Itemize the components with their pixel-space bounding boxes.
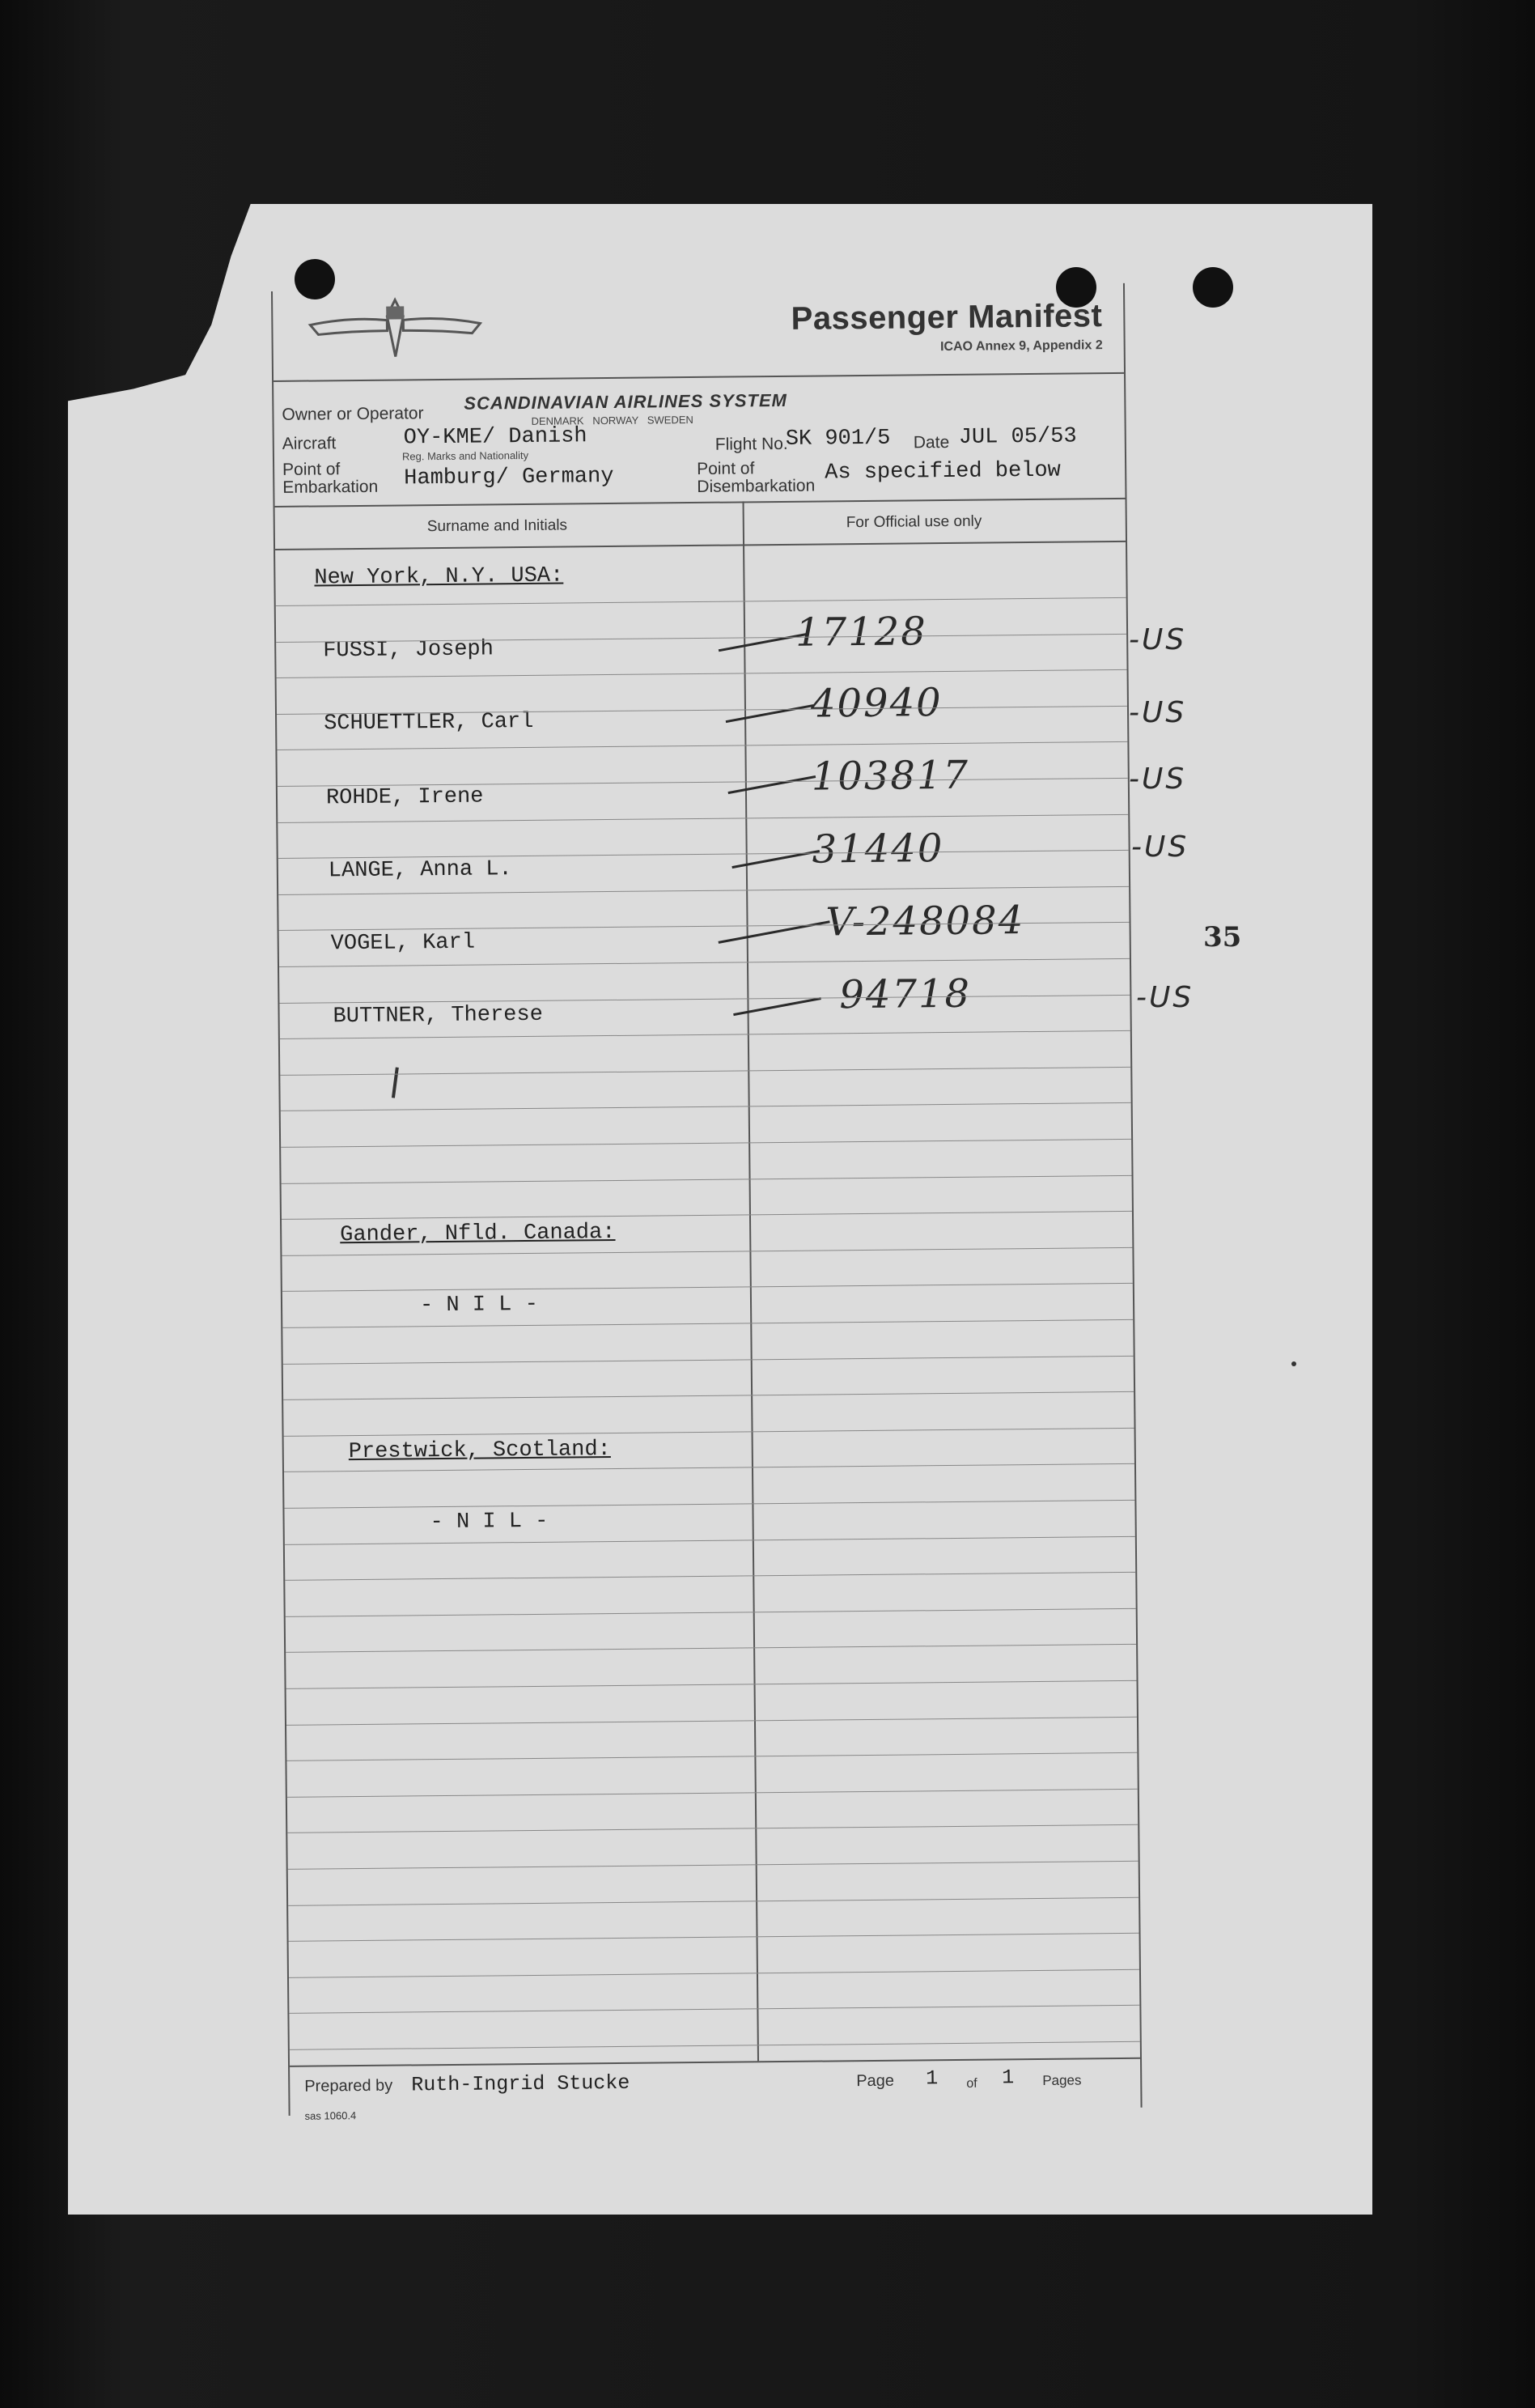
ruled-line (281, 1139, 1131, 1148)
ruled-line (277, 741, 1127, 750)
of-value: 1 (1002, 2066, 1015, 2090)
col-header-official: For Official use only (846, 512, 982, 532)
ruled-line (283, 1391, 1134, 1400)
handwritten-number: V-248084 (825, 898, 1025, 945)
embark-label-2: Embarkation (282, 477, 379, 497)
disembark-label-2: Disembarkation (697, 476, 816, 496)
citizenship-mark: -US (1136, 981, 1194, 1014)
ruled-line (289, 1969, 1139, 1978)
citizenship-mark: -US (1129, 762, 1187, 796)
handwritten-dash (719, 920, 830, 944)
ruled-line (286, 1644, 1136, 1653)
handwritten-number: 40940 (810, 680, 943, 727)
col-header-line (275, 541, 1126, 550)
ruled-line (281, 1102, 1131, 1111)
destination-heading: Gander, Nfld. Canada: (340, 1220, 616, 1248)
form-subtitle: ICAO Annex 9, Appendix 2 (939, 338, 1103, 355)
airline-name: SCANDINAVIAN AIRLINES SYSTEM (464, 389, 788, 414)
destination-heading: New York, N.Y. USA: (314, 563, 564, 591)
citizenship-mark: -US (1129, 623, 1187, 656)
manifest-form (271, 283, 1143, 2122)
page-value: 1 (926, 2066, 939, 2091)
ruled-line (288, 1861, 1139, 1870)
handwritten-number: 31440 (812, 826, 944, 873)
ruled-line (276, 597, 1126, 606)
ruled-line (282, 1174, 1132, 1183)
of-label: of (966, 2076, 977, 2091)
ruled-line (278, 778, 1128, 787)
ruled-line (286, 1680, 1137, 1689)
citizenship-mark: -US (1131, 830, 1189, 864)
disembark-label-1: Point of (697, 459, 755, 478)
ruled-line (284, 1428, 1134, 1437)
airline-logo (302, 291, 489, 365)
ruled-line (290, 2041, 1140, 2050)
embark-value: Hamburg/ Germany (404, 464, 614, 491)
countries-note: DENMARK NORWAY SWEDEN (531, 413, 693, 427)
prepared-label: Prepared by (304, 2076, 393, 2096)
ruled-line (282, 1211, 1132, 1220)
ruled-line (278, 886, 1129, 895)
speck (1291, 1361, 1296, 1366)
prepared-value: Ruth-Ingrid Stucke (411, 2070, 630, 2097)
ruled-line (288, 1896, 1139, 1905)
passenger-name: ROHDE, Irene (325, 784, 484, 811)
handwritten-dash (726, 704, 814, 723)
column-divider (743, 501, 759, 2061)
passenger-name: LANGE, Anna L. (328, 857, 512, 884)
header-divider (274, 372, 1124, 382)
form-code: sas 1060.4 (304, 2109, 357, 2122)
ruled-line (286, 1716, 1137, 1725)
flight-value: SK 901/5 (785, 426, 891, 452)
punch-hole (1193, 267, 1233, 308)
ruled-line (286, 1608, 1136, 1617)
flight-label: Flight No. (714, 434, 788, 454)
ruled-line (284, 1463, 1134, 1472)
ruled-line (279, 958, 1130, 967)
ruled-line (280, 1067, 1130, 1076)
ruled-line (285, 1535, 1135, 1544)
nil-entry: - N I L - (430, 1509, 549, 1535)
date-value: JUL 05/53 (958, 424, 1077, 450)
ruled-line (287, 1824, 1138, 1833)
ruled-line (284, 1500, 1134, 1509)
table-top-line (275, 498, 1126, 508)
col-header-name: Surname and Initials (426, 516, 568, 536)
ruled-line (278, 850, 1129, 859)
destination-heading: Prestwick, Scotland: (348, 1438, 611, 1465)
stamped-page-number: 35 (1203, 921, 1242, 953)
passenger-name: SCHUETTLER, Carl (323, 709, 534, 737)
ruled-line (282, 1283, 1133, 1292)
aircraft-label: Aircraft (282, 434, 337, 453)
passenger-name: FUSSI, Joseph (323, 637, 494, 664)
reg-note: Reg. Marks and Nationality (401, 448, 529, 463)
ruled-line (287, 1789, 1138, 1798)
handwritten-mark (392, 1067, 399, 1098)
handwritten-dash (728, 775, 816, 794)
passenger-name: VOGEL, Karl (330, 930, 476, 957)
handwritten-number: 94718 (839, 970, 972, 1018)
handwritten-number: 103817 (811, 752, 970, 800)
ruled-line (289, 2005, 1139, 2014)
ruled-line (289, 1933, 1139, 1942)
aircraft-value: OY-KME/ Danish (403, 424, 587, 451)
handwritten-number: 17128 (795, 609, 928, 656)
page-label: Page (856, 2071, 895, 2091)
ruled-line (282, 1319, 1133, 1328)
ruled-line (277, 706, 1127, 715)
ruled-line (280, 1030, 1130, 1039)
passenger-name: BUTTNER, Therese (333, 1002, 543, 1030)
date-label: Date (913, 432, 950, 452)
ruled-line (283, 1355, 1134, 1364)
pages-label: Pages (1042, 2072, 1082, 2088)
ruled-line (286, 1752, 1137, 1761)
ruled-line (277, 669, 1127, 678)
ruled-line (279, 994, 1130, 1003)
ruled-line (285, 1572, 1135, 1581)
nil-entry: - N I L - (419, 1292, 539, 1319)
embark-label-1: Point of (282, 460, 341, 479)
owner-label: Owner or Operator (282, 404, 424, 424)
ruled-line (278, 813, 1128, 822)
disembark-value: As specified below (825, 458, 1061, 486)
citizenship-mark: -US (1129, 696, 1187, 729)
form-title: Passenger Manifest (791, 298, 1103, 337)
ruled-line (282, 1247, 1132, 1256)
